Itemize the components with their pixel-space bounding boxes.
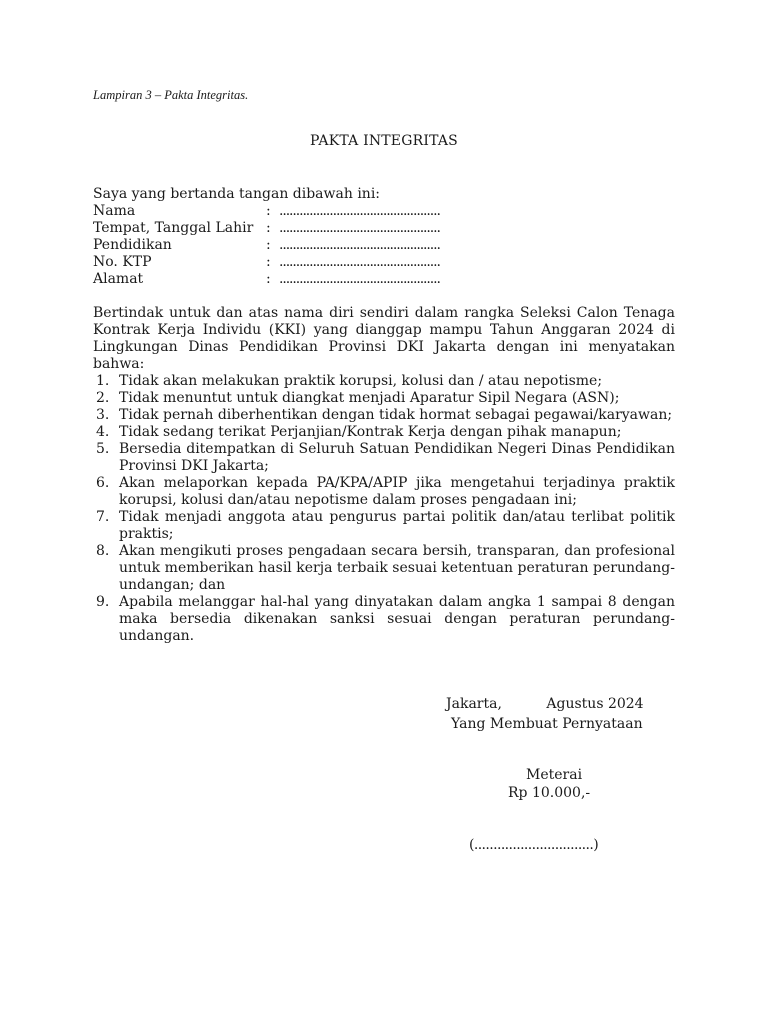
field-blank: ................................................ bbox=[279, 271, 440, 287]
place-date: Jakarta, Agustus 2024 bbox=[446, 696, 644, 712]
stamp-label: Meterai bbox=[526, 767, 583, 783]
field-label: Tempat, Tanggal Lahir bbox=[93, 220, 254, 236]
pledge-text: Akan mengikuti proses pengadaan secara bersih, transparan, dan profesional untuk memberikan hasil kerja terbaik sesuai ketentuan peraturan perundang-undangan; dan bbox=[119, 543, 675, 593]
pledge-item bbox=[93, 475, 675, 509]
pledge-item bbox=[93, 441, 675, 475]
pledge-number: 9. bbox=[96, 594, 110, 610]
pledge-item bbox=[93, 594, 675, 645]
field-colon: : bbox=[266, 220, 271, 236]
field-colon: : bbox=[266, 254, 271, 270]
identity-fields bbox=[93, 203, 543, 288]
pledge-text: Apabila melanggar hal-hal yang dinyatakan dalam angka 1 sampai 8 dengan maka bersedia dikenakan sanksi sesuai dengan peraturan perundang- undangan. bbox=[119, 594, 675, 644]
pledge-item bbox=[93, 424, 675, 441]
field-nama bbox=[93, 203, 543, 220]
field-colon: : bbox=[266, 203, 271, 219]
field-pendidikan bbox=[93, 237, 543, 254]
signer-title: Yang Membuat Pernyataan bbox=[451, 716, 643, 732]
field-alamat bbox=[93, 271, 543, 288]
pledge-text: Tidak pernah diberhentikan dengan tidak hormat sebagai pegawai/karyawan; bbox=[119, 407, 673, 423]
field-label: Alamat bbox=[93, 271, 144, 287]
field-blank: ................................................ bbox=[279, 237, 440, 253]
field-label: No. KTP bbox=[93, 254, 152, 270]
pledge-number: 5. bbox=[96, 441, 110, 457]
pledge-text: Bersedia ditempatkan di Seluruh Satuan Pendidikan Negeri Dinas Pendidikan Provinsi DKI Jakarta; bbox=[119, 441, 675, 474]
pledge-number: 3. bbox=[96, 407, 110, 423]
field-blank: ................................................ bbox=[279, 203, 440, 219]
pledge-number: 7. bbox=[96, 509, 110, 525]
pledge-item bbox=[93, 373, 675, 390]
pledge-number: 4. bbox=[96, 424, 110, 440]
pledge-number: 6. bbox=[96, 475, 110, 491]
pledge-item bbox=[93, 390, 675, 407]
field-colon: : bbox=[266, 237, 271, 253]
field-label: Nama bbox=[93, 203, 136, 219]
field-no-ktp bbox=[93, 254, 543, 271]
intro-text: Saya yang bertanda tangan dibawah ini: bbox=[93, 186, 381, 202]
pledge-text: Akan melaporkan kepada PA/KPA/APIP jika mengetahui terjadinya praktik korupsi, kolusi dan/atau nepotisme dalam proses pengadaan ini; bbox=[119, 475, 675, 508]
field-blank: ................................................ bbox=[279, 254, 440, 270]
pledge-list bbox=[93, 373, 675, 645]
stamp-amount: Rp 10.000,- bbox=[508, 785, 591, 801]
signature-name-line: (...............................) bbox=[469, 837, 599, 853]
pledge-item bbox=[93, 509, 675, 543]
pledge-text: Tidak menjadi anggota atau pengurus partai politik dan/atau terlibat politik praktis; bbox=[119, 509, 675, 542]
statement-paragraph: Bertindak untuk dan atas nama diri sendiri dalam rangka Seleksi Calon Tenaga Kontrak Kerja Individu (KKI) yang dianggap mampu Tahun Anggaran 2024 di Lingkungan Dinas Pendidikan Provinsi DKI Jakarta dengan ini menyatakan bahwa: bbox=[93, 305, 675, 372]
pledge-text: Tidak menuntut untuk diangkat menjadi Aparatur Sipil Negara (ASN); bbox=[119, 390, 620, 406]
pledge-text: Tidak sedang terikat Perjanjian/Kontrak Kerja dengan pihak manapun; bbox=[119, 424, 622, 440]
document-title: PAKTA INTEGRITAS bbox=[310, 133, 458, 149]
field-colon: : bbox=[266, 271, 271, 287]
pledge-item bbox=[93, 407, 675, 424]
appendix-label: Lampiran 3 – Pakta Integritas. bbox=[93, 88, 249, 102]
pledge-text: Tidak akan melakukan praktik korupsi, kolusi dan / atau nepotisme; bbox=[119, 373, 603, 389]
pledge-item bbox=[93, 543, 675, 594]
field-label: Pendidikan bbox=[93, 237, 172, 253]
field-tempat-tanggal-lahir bbox=[93, 220, 543, 237]
pledge-number: 2. bbox=[96, 390, 110, 406]
pledge-number: 1. bbox=[96, 373, 110, 389]
pledge-number: 8. bbox=[96, 543, 110, 559]
field-blank: ................................................ bbox=[279, 220, 440, 236]
